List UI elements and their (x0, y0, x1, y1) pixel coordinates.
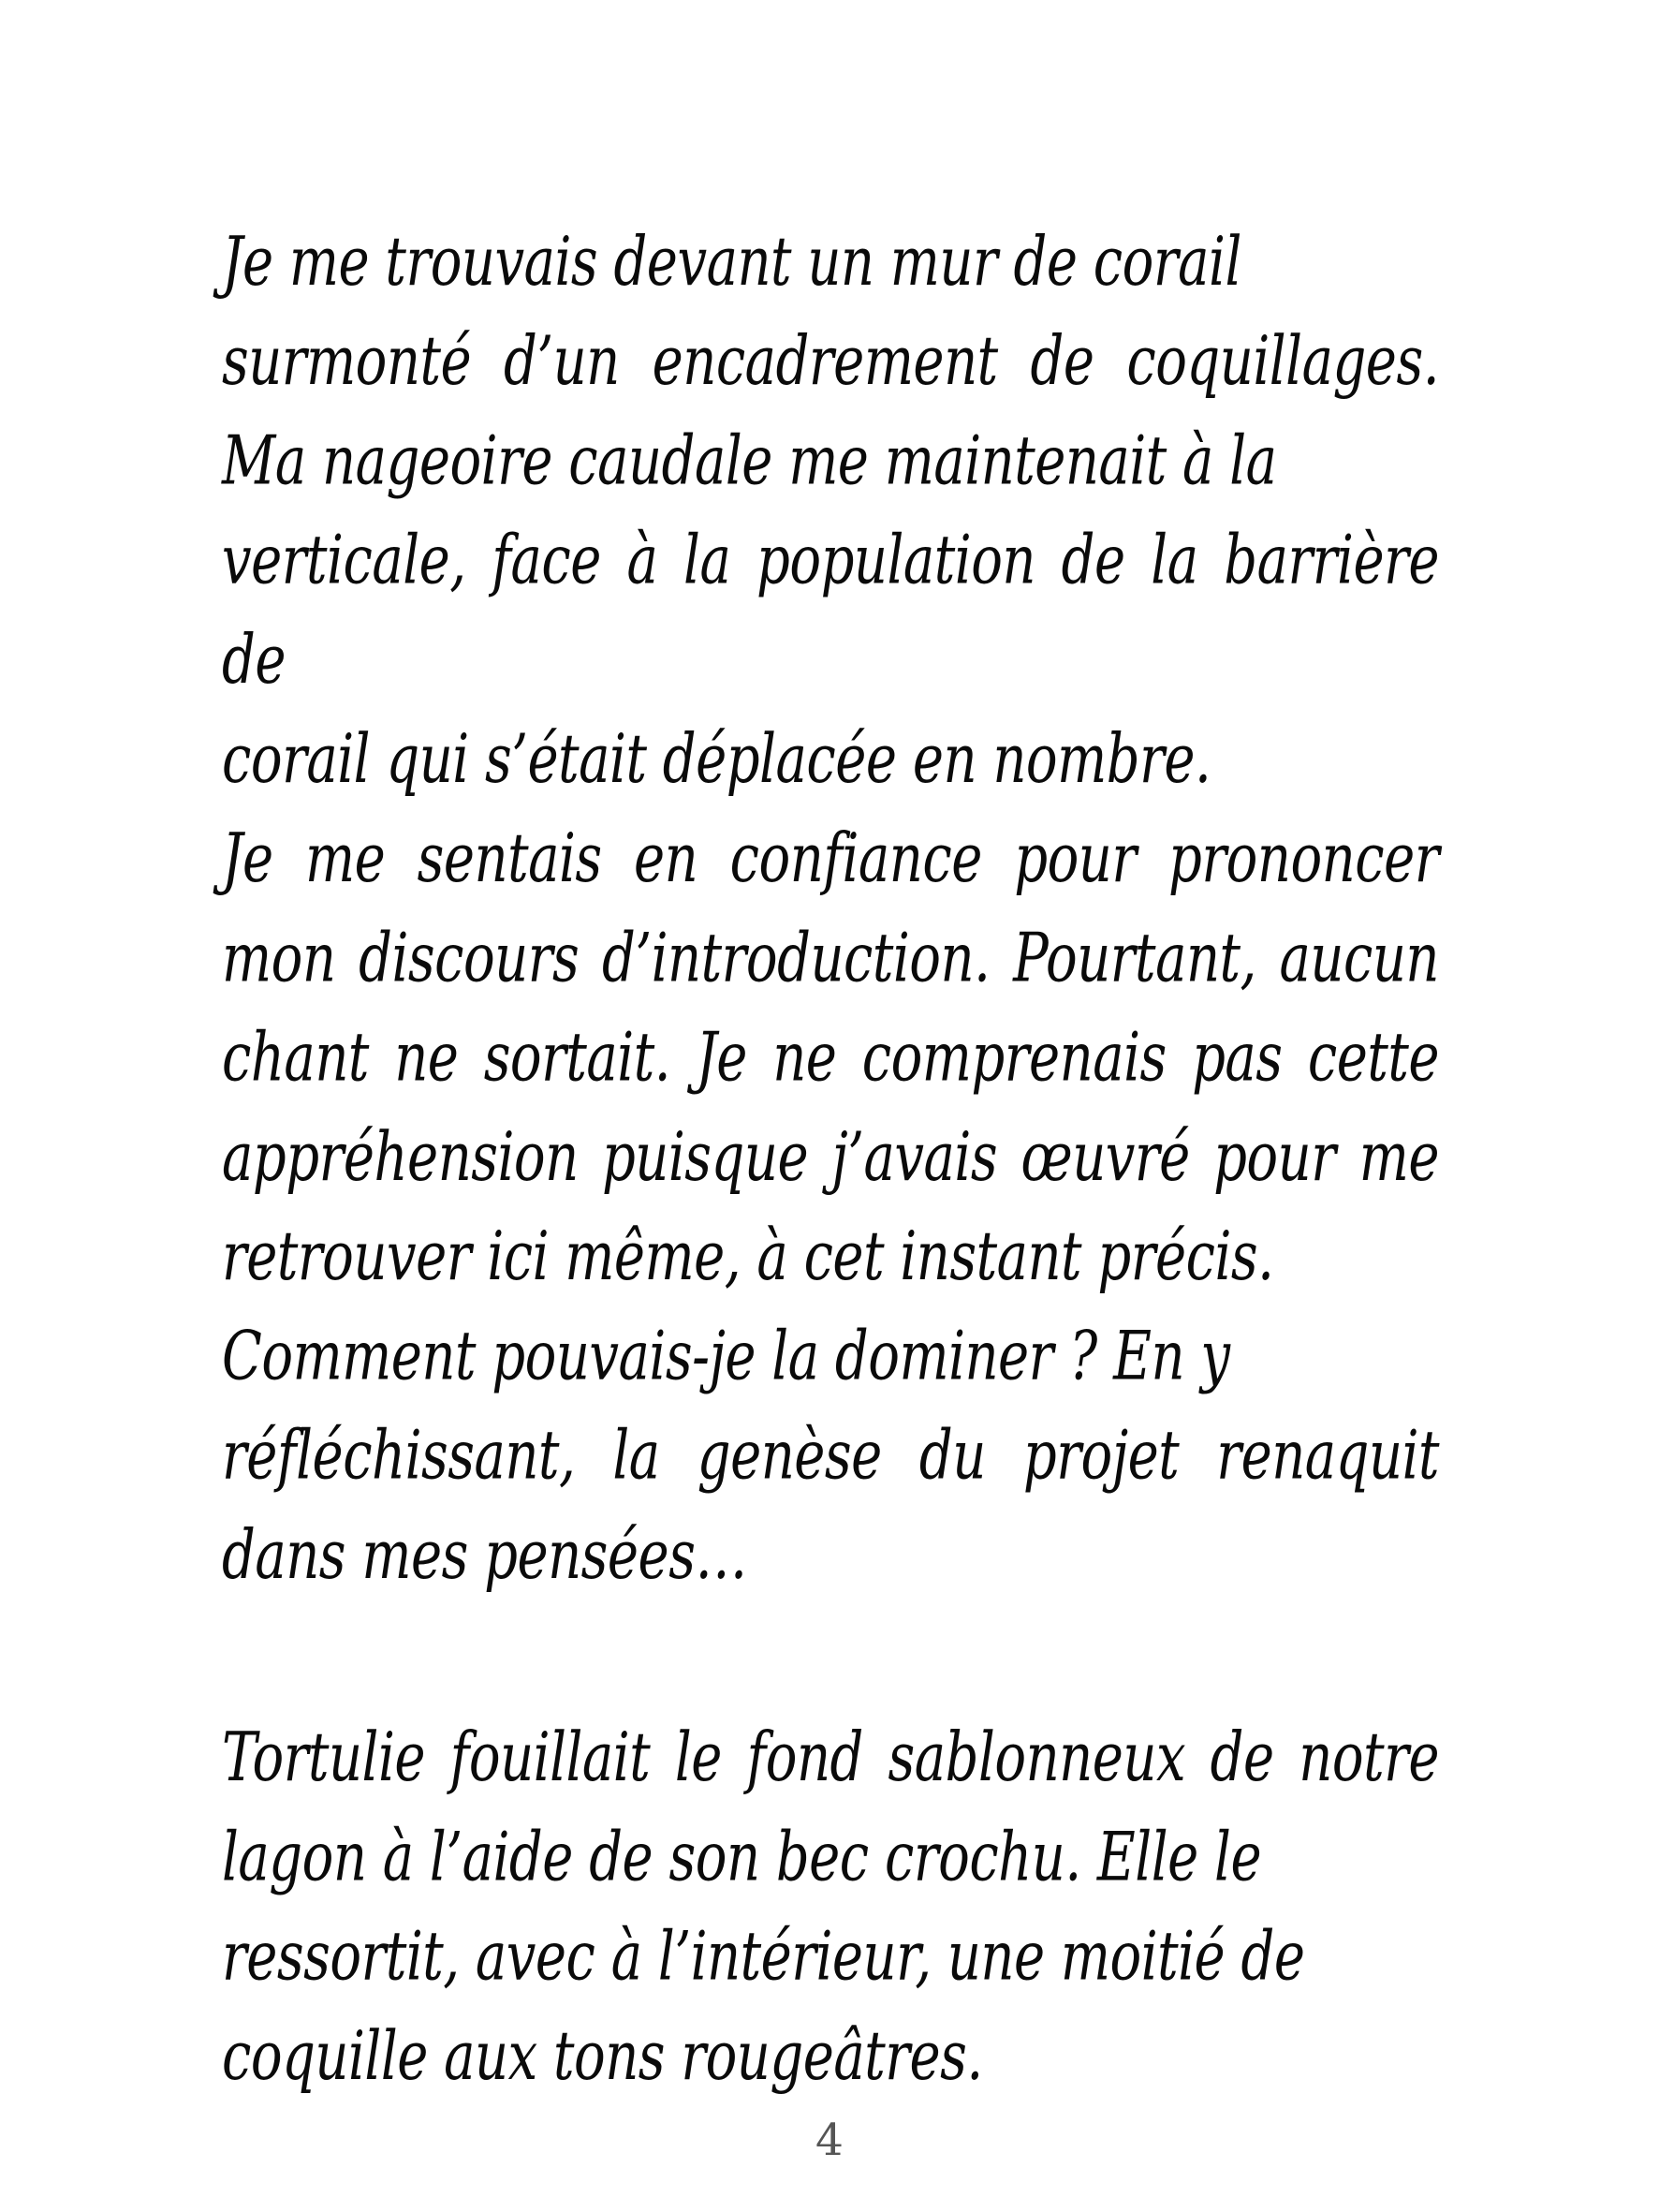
text-line: coquille aux tons rougeâtres. (222, 2017, 983, 2096)
text-line: mon discours d’introduction. Pourtant, aucun (222, 920, 1439, 998)
text-line: réfléchissant, la genèse du projet renaquit (222, 1417, 1439, 1496)
text-line: lagon à l’aide de son bec crochu. Elle le (222, 1819, 1262, 1897)
text-line: chant ne sortait. Je ne comprenais pas cette (222, 1019, 1439, 1098)
text-line: verticale, face à la population de la barrière de (222, 522, 1439, 700)
text-line: retrouver ici même, à cet instant précis. (222, 1217, 1274, 1297)
text-line: dans mes pensées… (222, 1516, 747, 1595)
text-line: corail qui s’était déplacée en nombre. (222, 720, 1211, 799)
text-line: Je me sentais en confiance pour prononcer (222, 819, 1439, 899)
page-number: 4 (815, 2115, 844, 2166)
paragraph-1 (222, 213, 1439, 1605)
text-line: Ma nageoire caudale me maintenait à la (222, 422, 1277, 501)
paragraph-2 (222, 1708, 1439, 2106)
text-line: ressortit, avec à l’intérieur, une moitié de (222, 1918, 1305, 1997)
text-block (222, 213, 1439, 2106)
text-line: Tortulie fouillait le fond sablonneux de notre (222, 1718, 1439, 1798)
text-line: Je me trouvais devant un mur de corail (222, 223, 1241, 302)
text-line: surmonté d’un encadrement de coquillages. (222, 322, 1439, 401)
text-line: Comment pouvais-je la dominer ? En y (222, 1318, 1230, 1396)
text-line: appréhension puisque j’avais œuvré pour me (222, 1118, 1439, 1197)
